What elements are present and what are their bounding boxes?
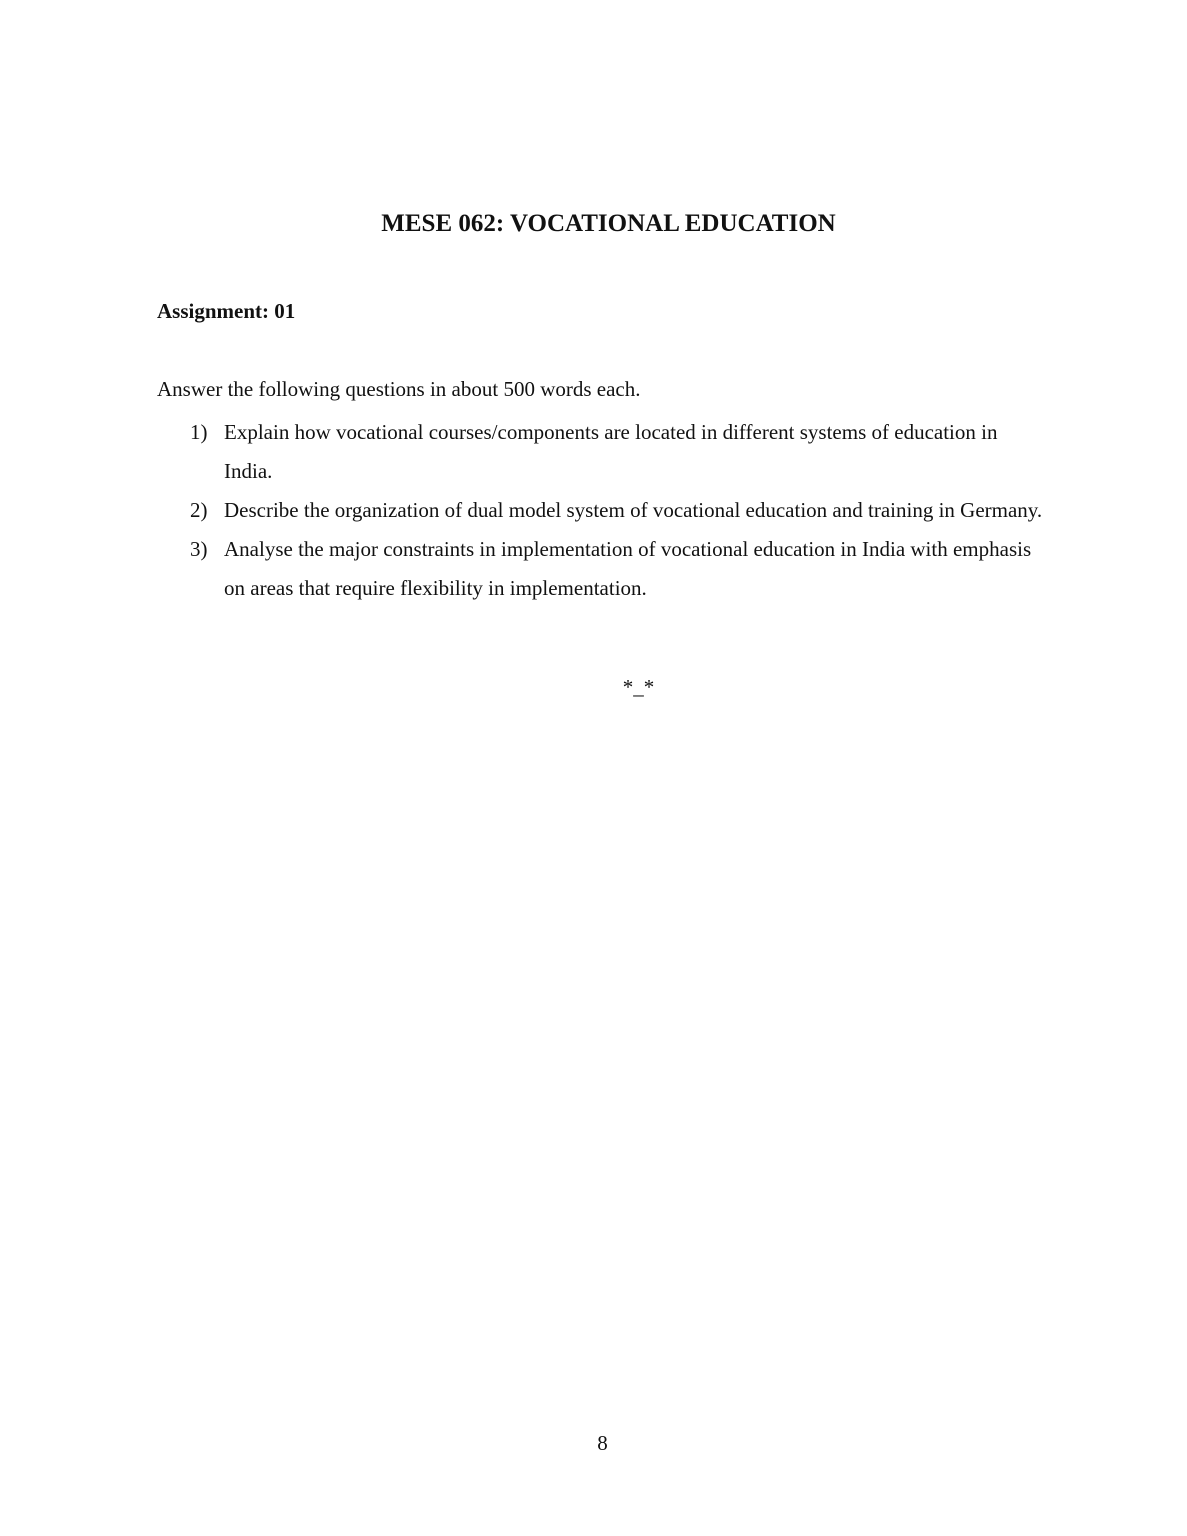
question-text: Explain how vocational courses/components are located in different systems of education in India. bbox=[224, 420, 998, 483]
question-number: 2) bbox=[190, 498, 208, 522]
instruction-text: Answer the following questions in about 500 words each. bbox=[157, 377, 641, 401]
question-list bbox=[190, 413, 1050, 608]
question-item bbox=[190, 413, 1050, 491]
question-number: 3) bbox=[190, 537, 208, 561]
question-number: 1) bbox=[190, 420, 208, 444]
page-title: MESE 062: VOCATIONAL EDUCATION bbox=[381, 210, 836, 237]
section-separator: *_* bbox=[622, 675, 655, 699]
page-number: 8 bbox=[597, 1431, 608, 1455]
question-item bbox=[190, 530, 1050, 608]
question-text: Analyse the major constraints in implementation of vocational education in India with emphasis on areas that require flexibility in implementation. bbox=[224, 537, 1032, 600]
question-text: Describe the organization of dual model system of vocational education and training in Germany. bbox=[224, 498, 1043, 522]
assignment-heading: Assignment: 01 bbox=[157, 299, 296, 323]
question-item bbox=[190, 491, 1050, 530]
